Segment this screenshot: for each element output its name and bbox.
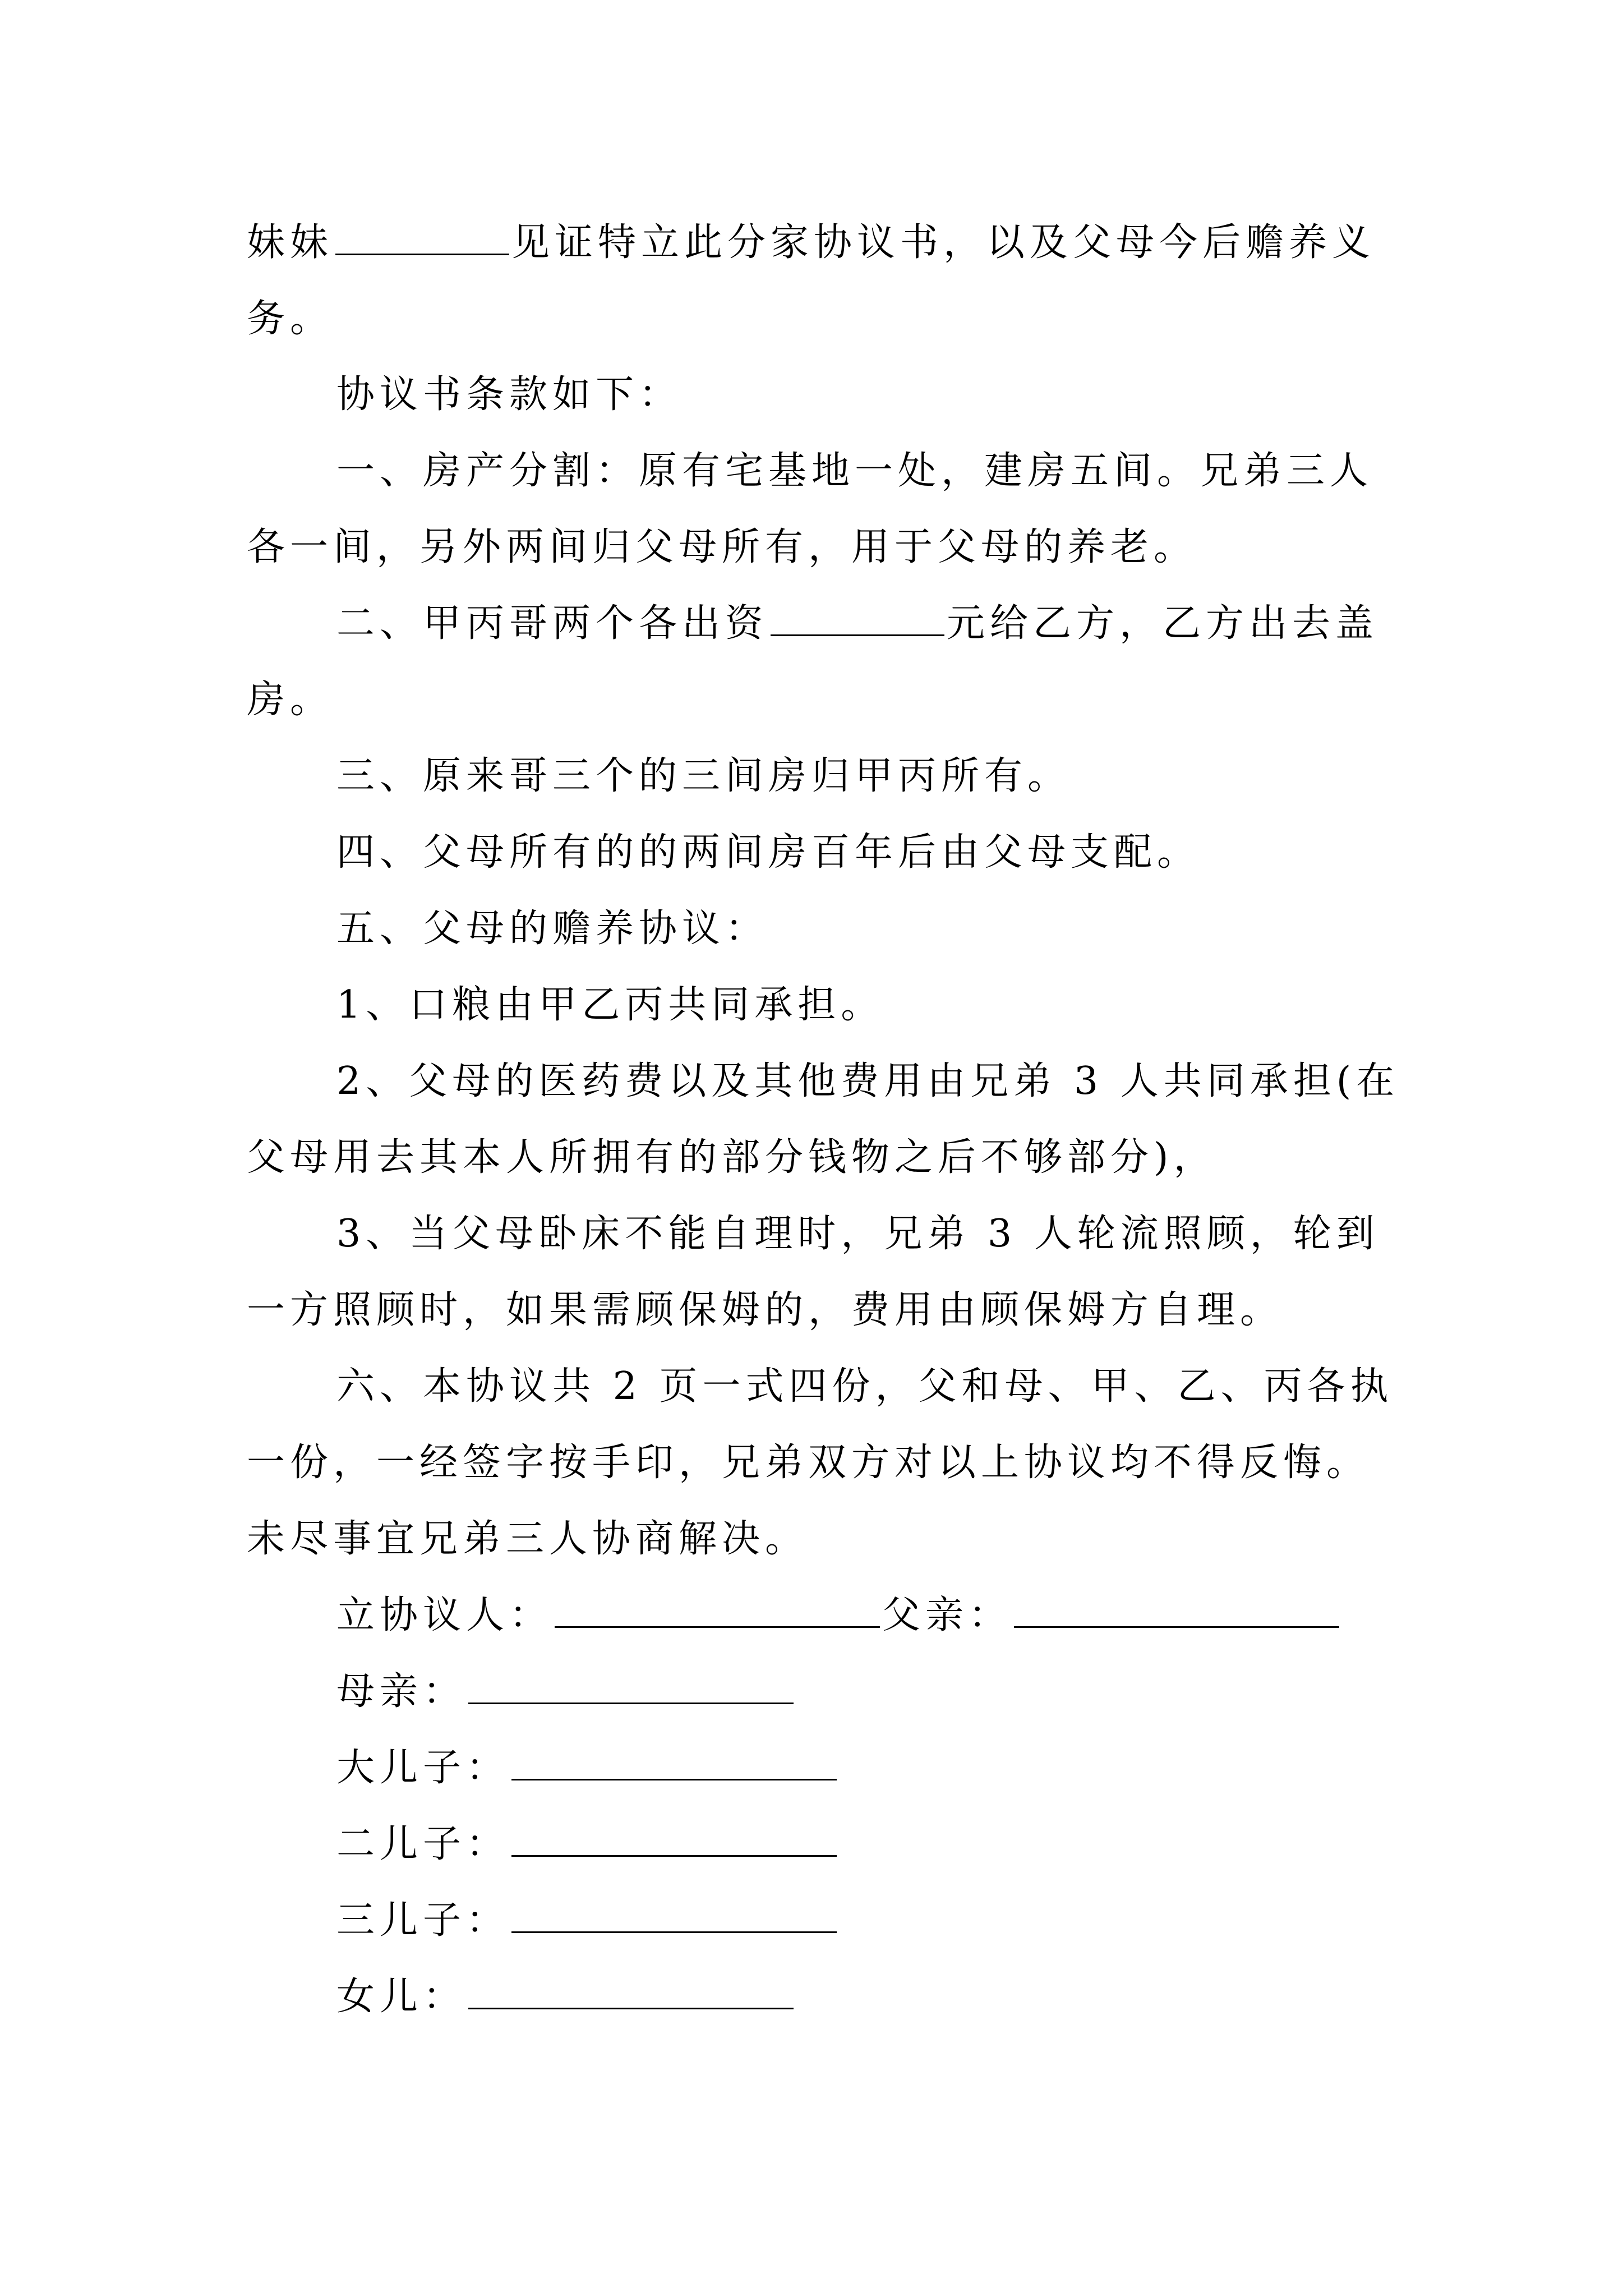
- amount-blank[interactable]: [771, 623, 944, 636]
- item-2-text-a: 2、父母的医药费以及其他费用由兄弟 3 人共同承担(在: [336, 1059, 1400, 1103]
- clause-1-text-b: 各一间，另外两间归父母所有，用于父母的养老。: [247, 525, 1197, 569]
- clause-6-line1: [336, 1347, 1394, 1426]
- item-3-text-b: 一方照顾时，如果需顾保姆的，费用由顾保姆方自理。: [247, 1288, 1284, 1332]
- item-3-line2: [247, 1271, 1283, 1350]
- item-3-text-a: 3、当父母卧床不能自理时，兄弟 3 人轮流照顾，轮到: [336, 1212, 1380, 1256]
- clause-6-text-a: 六、本协议共 2 页一式四份，父和母、甲、乙、丙各执: [336, 1364, 1394, 1409]
- clause-3-text: 三、原来哥三个的三间房归甲丙所有。: [336, 754, 1071, 798]
- witness-text-start: 妹妹: [247, 220, 334, 265]
- second-son-signature-blank[interactable]: [511, 1844, 837, 1857]
- signature-mother: [336, 1653, 796, 1731]
- sister-name-blank[interactable]: [335, 242, 509, 255]
- item-2-line2: [247, 1119, 1217, 1197]
- clause-2-text-b: 元给乙方，乙方出去盖: [947, 601, 1379, 646]
- clause-1-line1: [336, 432, 1373, 510]
- clause-1-text-a: 一、房产分割：原有宅基地一处，建房五间。兄弟三人: [336, 449, 1373, 493]
- mother-label: 母亲：: [336, 1669, 467, 1714]
- signature-second-son: [336, 1805, 839, 1884]
- eldest-son-label: 大儿子：: [336, 1746, 510, 1790]
- clause-6-line3: [247, 1500, 808, 1579]
- clause-5-text: 五、父母的赡养协议：: [336, 907, 769, 951]
- witness-text-tail: 务。: [247, 297, 334, 341]
- clauses-intro-text: 协议书条款如下：: [336, 372, 683, 417]
- signature-party-father: [336, 1576, 1341, 1655]
- clause-6-line2: [247, 1424, 1370, 1502]
- father-label: 父亲：: [882, 1593, 1012, 1637]
- party-label: 立协议人：: [336, 1593, 553, 1637]
- clause-2-line1: [336, 585, 1378, 663]
- clause-2-text-a: 二、甲丙哥两个各出资: [336, 601, 769, 646]
- clause-4: [336, 813, 1200, 892]
- signature-third-son: [336, 1881, 839, 1960]
- third-son-label: 三儿子：: [336, 1898, 510, 1943]
- paragraph-witness-line1: [247, 204, 1375, 282]
- third-son-signature-blank[interactable]: [511, 1920, 837, 1933]
- paragraph-witness-line2: [247, 280, 333, 358]
- signature-eldest-son: [336, 1729, 839, 1807]
- eldest-son-signature-blank[interactable]: [511, 1768, 837, 1780]
- clause-2-line2: [247, 661, 333, 739]
- party-signature-blank[interactable]: [555, 1615, 880, 1628]
- signature-daughter: [336, 1958, 796, 2036]
- second-son-label: 二儿子：: [336, 1822, 510, 1866]
- item-2-line1: [336, 1042, 1399, 1121]
- clause-6-text-c: 未尽事宜兄弟三人协商解决。: [247, 1517, 809, 1561]
- item-1: [336, 966, 884, 1045]
- mother-signature-blank[interactable]: [468, 1691, 794, 1704]
- clause-2-text-c: 房。: [247, 678, 334, 722]
- item-1-text: 1、口粮由甲乙丙共同承担。: [336, 983, 884, 1027]
- daughter-label: 女儿：: [336, 1975, 467, 2019]
- clause-4-text: 四、父母所有的的两间房百年后由父母支配。: [336, 830, 1201, 875]
- father-signature-blank[interactable]: [1014, 1615, 1339, 1628]
- clause-6-text-b: 一份，一经签字按手印，兄弟双方对以上协议均不得反悔。: [247, 1441, 1370, 1485]
- clauses-intro: [336, 356, 682, 434]
- daughter-signature-blank[interactable]: [468, 1996, 794, 2009]
- clause-5: [336, 890, 768, 968]
- item-3-line1: [336, 1195, 1380, 1273]
- witness-text-end: 见证特立此分家协议书，以及父母今后赡养义: [511, 220, 1376, 265]
- clause-1-line2: [247, 508, 1197, 587]
- clause-3: [336, 737, 1071, 816]
- item-2-text-b: 父母用去其本人所拥有的部分钱物之后不够部分)，: [247, 1135, 1217, 1180]
